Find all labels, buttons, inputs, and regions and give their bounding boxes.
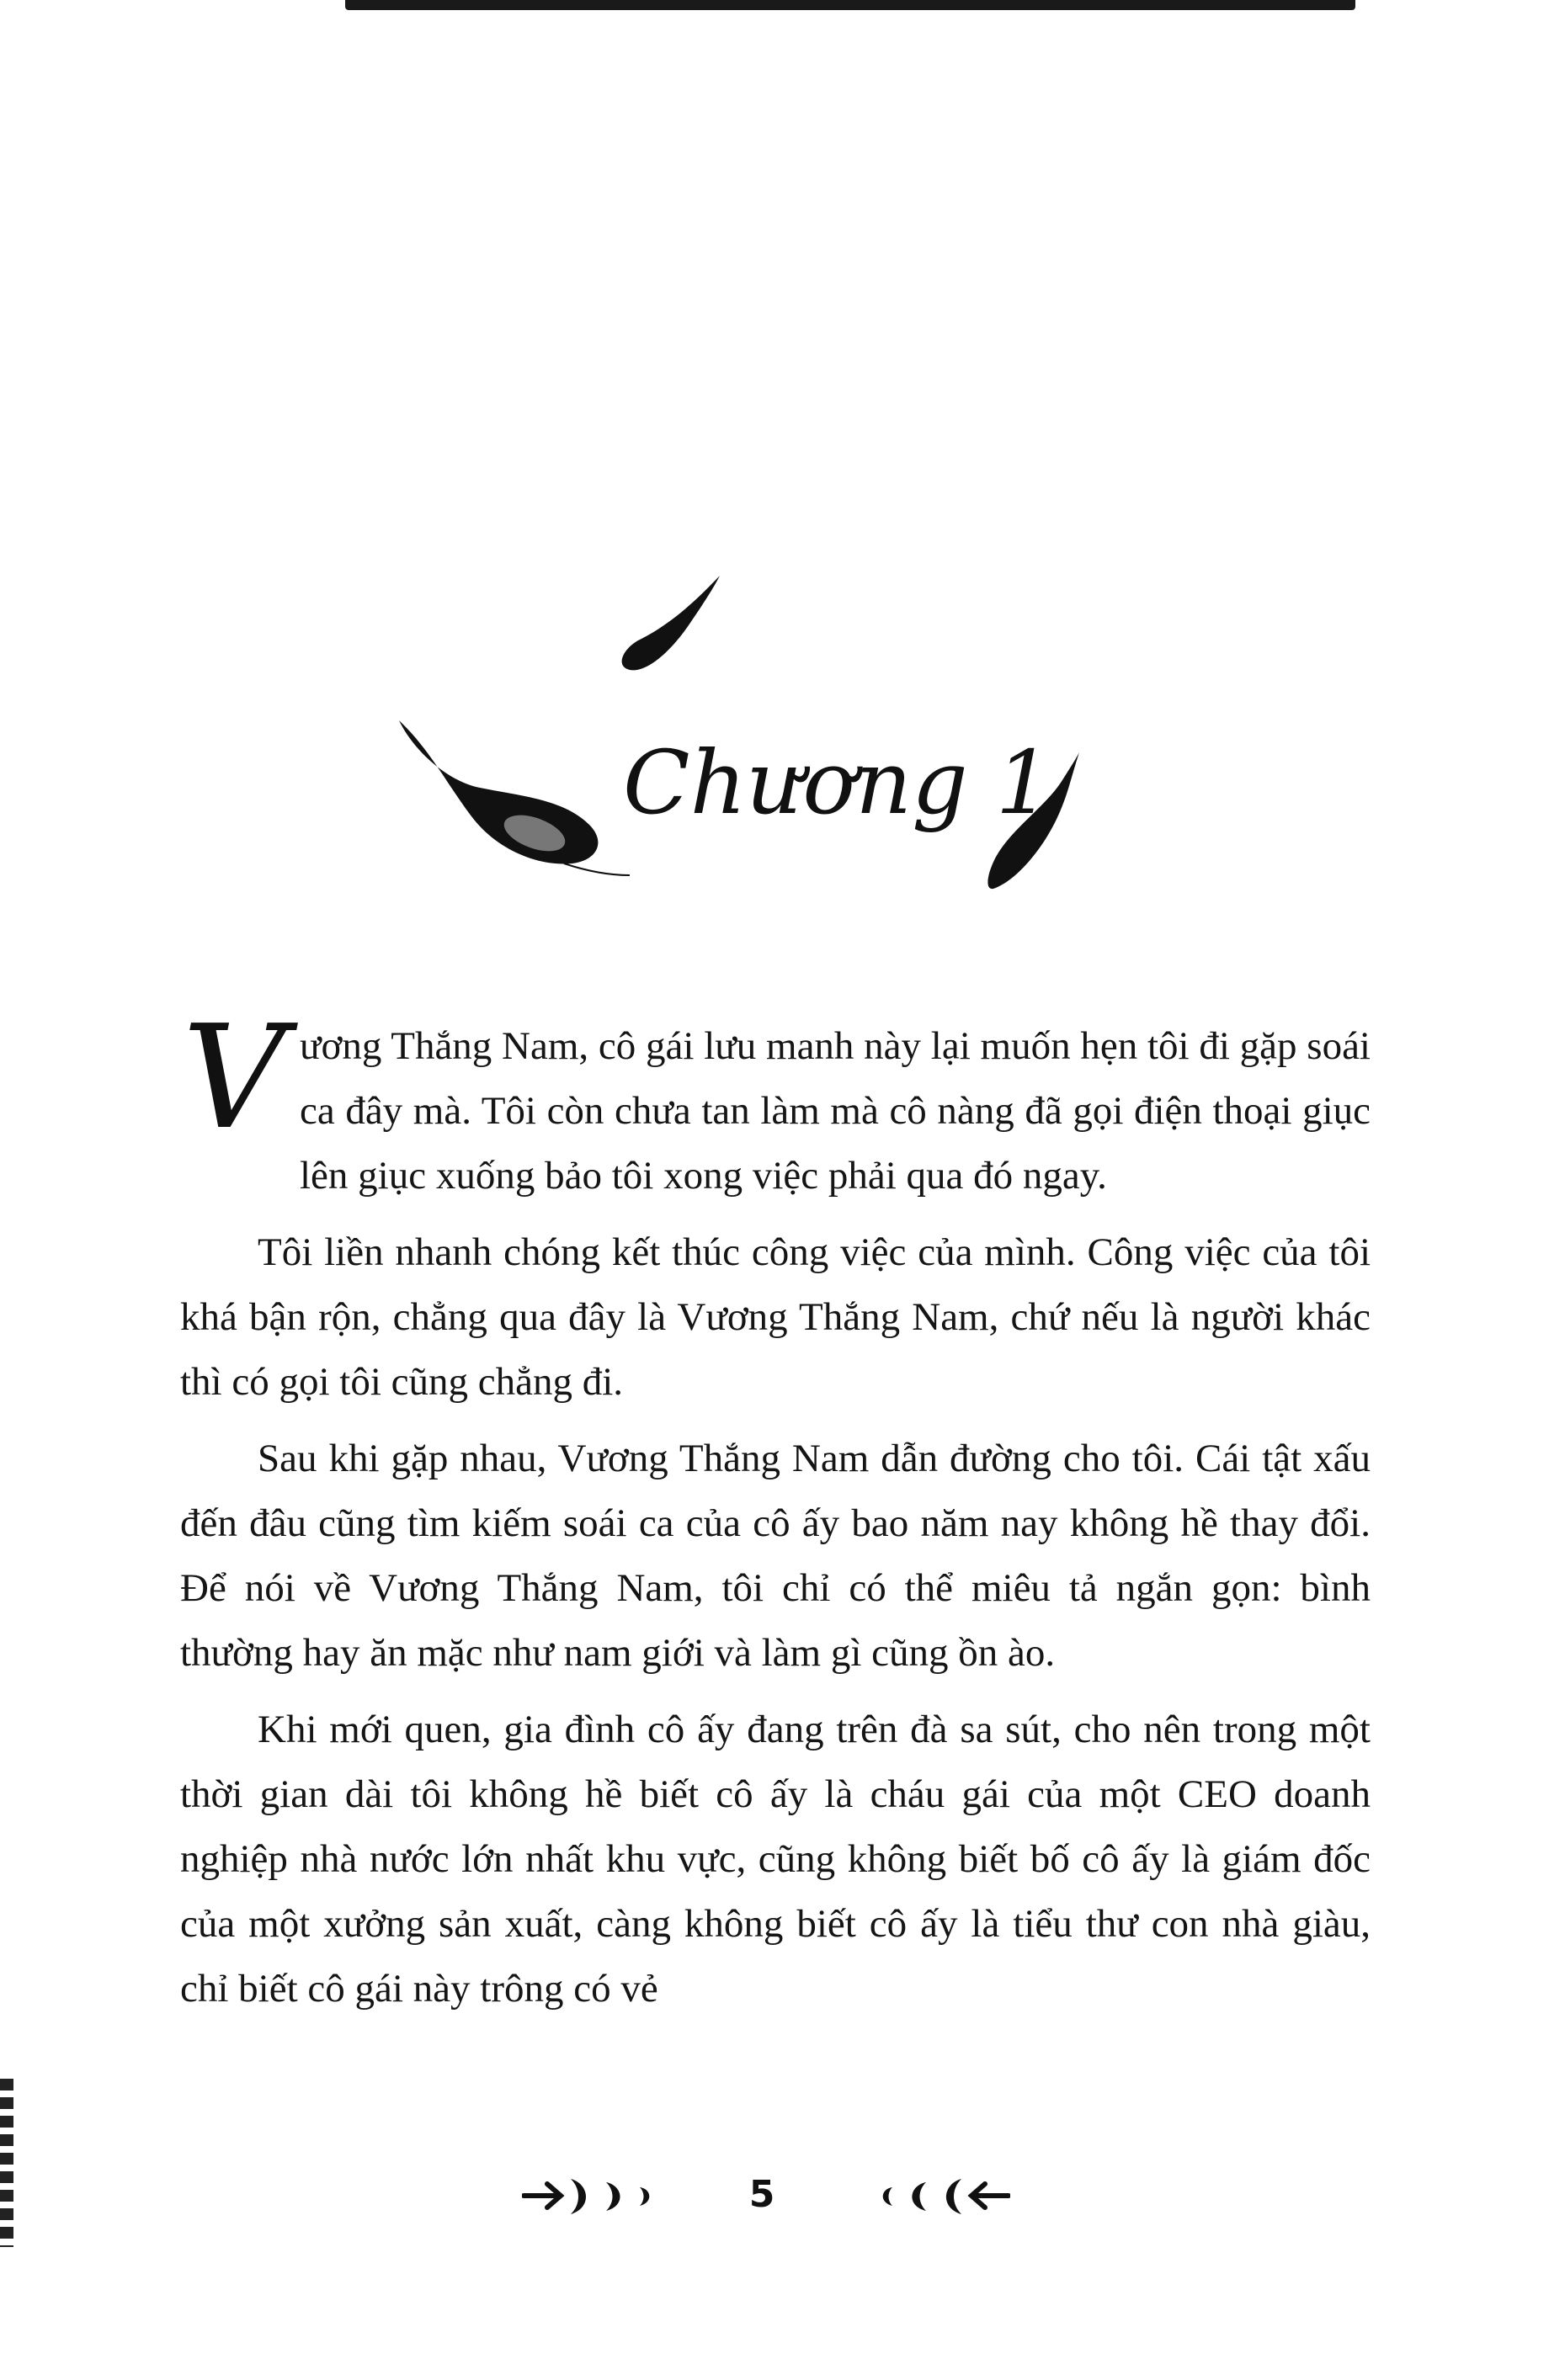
paragraph: Sau khi gặp nhau, Vương Thắng Nam dẫn đường cho tôi. Cái tật xấu đến đâu cũng tìm kiếm soái ca của cô ấy bao năm nay không hề thay đổi. Để nói về Vương Thắng Nam, tôi chỉ có thể miêu tả ngắn gọn: bình thường hay ăn mặc như nam giới và làm gì cũng ồn ào. <box>180 1437 1371 1675</box>
ornament-right-icon <box>850 2172 1010 2219</box>
paragraph: Khi mới quen, gia đình cô ấy đang trên đà sa sút, cho nên trong một thời gian dài tôi không hề biết cô ấy là cháu gái của một CEO doanh nghiệp nhà nước lớn nhất khu vực, cũng không biết bố cô ấy là giám đốc của một xưởng sản xuất, càng không biết cô ấy là tiểu thư con nhà giàu, chỉ biết cô gái này trông có vẻ <box>180 1708 1371 2011</box>
page-footer <box>0 2167 1549 2226</box>
paragraph <box>180 995 1371 1209</box>
paragraph: Tôi liền nhanh chóng kết thúc công việc của mình. Công việc của tôi khá bận rộn, chẳng qua đây là Vương Thắng Nam, chứ nếu là người khác thì có gọi tôi cũng chẳng đi. <box>180 1230 1371 1404</box>
ornament-left-icon <box>522 2172 682 2219</box>
leaf-left-icon <box>396 715 631 884</box>
top-scan-border <box>345 0 1355 10</box>
chapter-title: Chương 1 <box>623 731 1051 834</box>
chapter-body <box>180 995 1371 2033</box>
leaf-top-icon <box>615 572 724 673</box>
paragraph-text: ương Thắng Nam, cô gái lưu manh này lại muốn hẹn tôi đi gặp soái ca đây mà. Tôi còn chưa tan làm mà cô nàng đã gọi điện thoại giục lên giục xuống bảo tôi xong việc phải qua đó ngay. <box>300 1024 1371 1198</box>
chapter-heading <box>0 572 1549 892</box>
page-number: 5 <box>748 2173 775 2216</box>
drop-cap: V <box>182 995 286 1161</box>
